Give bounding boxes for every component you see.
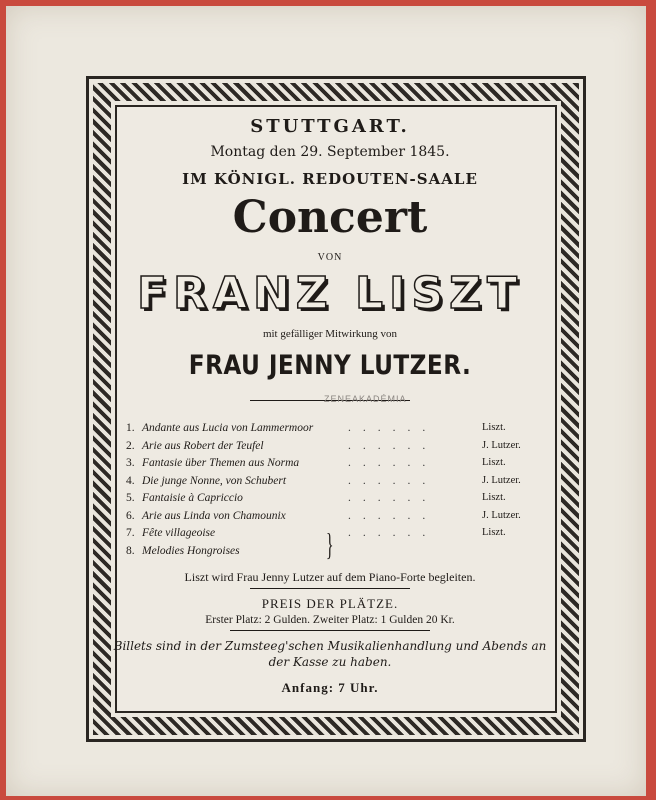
item-number: 3. (126, 457, 135, 469)
item-number: 6. (126, 509, 135, 522)
prices-details: Erster Platz: 2 Gulden. Zweiter Platz: 1 Gulden 20 Kr. (205, 614, 455, 626)
item-performer: Liszt. (482, 492, 506, 503)
item-title: Arie aus Robert der Teufel (142, 439, 264, 452)
item-number: 8. (126, 544, 135, 557)
program-item (126, 475, 546, 493)
program-item (126, 492, 546, 510)
item-performer: Liszt. (482, 527, 506, 538)
program-item (126, 440, 546, 458)
von-label: VON (317, 252, 343, 263)
item-title: Die junge Nonne, von Schubert (142, 474, 287, 487)
city-heading: STUTTGART. (250, 116, 410, 137)
leader-dots: ...... (348, 474, 438, 487)
leader-dots: ...... (348, 422, 438, 434)
program-item (126, 457, 546, 475)
start-time: Anfang: 7 Uhr. (281, 680, 379, 695)
divider-rule (250, 588, 410, 589)
leader-dots: ...... (348, 509, 438, 522)
program-item (126, 527, 546, 545)
program-item (126, 422, 546, 440)
item-number: 4. (126, 474, 135, 487)
performer-name: FRANZ LISZT (136, 268, 524, 319)
item-performer: Liszt. (482, 457, 506, 468)
leader-dots: ...... (348, 439, 438, 452)
item-title: Andante aus Lucia von Lammermoor (142, 422, 314, 434)
leader-dots: ...... (348, 527, 438, 539)
program-item (126, 545, 546, 563)
accompaniment-note: Liszt wird Frau Jenny Lutzer auf dem Piano-Forte begleiten. (184, 570, 476, 584)
venue-line: IM KÖNIGL. REDOUTEN-SAALE (182, 170, 478, 188)
leader-dots: ...... (348, 457, 438, 469)
event-title: Concert (232, 192, 428, 243)
item-title: Fantaisie à Capriccio (142, 492, 243, 504)
program-item (126, 510, 546, 528)
assist-line: mit gefälliger Mitwirkung von (262, 328, 398, 340)
item-title: Fantasie über Themen aus Norma (142, 457, 300, 469)
item-number: 1. (126, 422, 135, 434)
item-title: Fête villageoise (142, 527, 216, 539)
guest-name: FRAU JENNY LUTZER. (188, 350, 472, 381)
item-number: 5. (126, 492, 135, 504)
event-date: Montag den 29. September 1845. (210, 144, 450, 160)
item-title: Melodies Hongroises (142, 544, 240, 557)
item-number: 7. (126, 527, 135, 539)
item-title: Arie aus Linda von Chamounix (142, 509, 286, 522)
item-performer: J. Lutzer. (482, 509, 521, 521)
poster-content (110, 100, 550, 710)
leader-dots: ...... (348, 492, 438, 504)
divider-rule (230, 630, 430, 631)
ticket-info: Billets sind in der Zumsteeg'schen Musikalienhandlung und Abends an der Kasse zu haben. (113, 639, 547, 669)
prices-heading: PREIS DER PLÄTZE. (261, 596, 399, 611)
program-list (126, 422, 546, 562)
item-performer: J. Lutzer. (482, 439, 521, 451)
library-stamp: ZENEAKADÉMIA (324, 394, 407, 404)
brace-glyph: } (325, 526, 334, 562)
item-number: 2. (126, 439, 135, 452)
item-performer: Liszt. (482, 422, 506, 433)
item-performer: J. Lutzer. (482, 474, 521, 486)
